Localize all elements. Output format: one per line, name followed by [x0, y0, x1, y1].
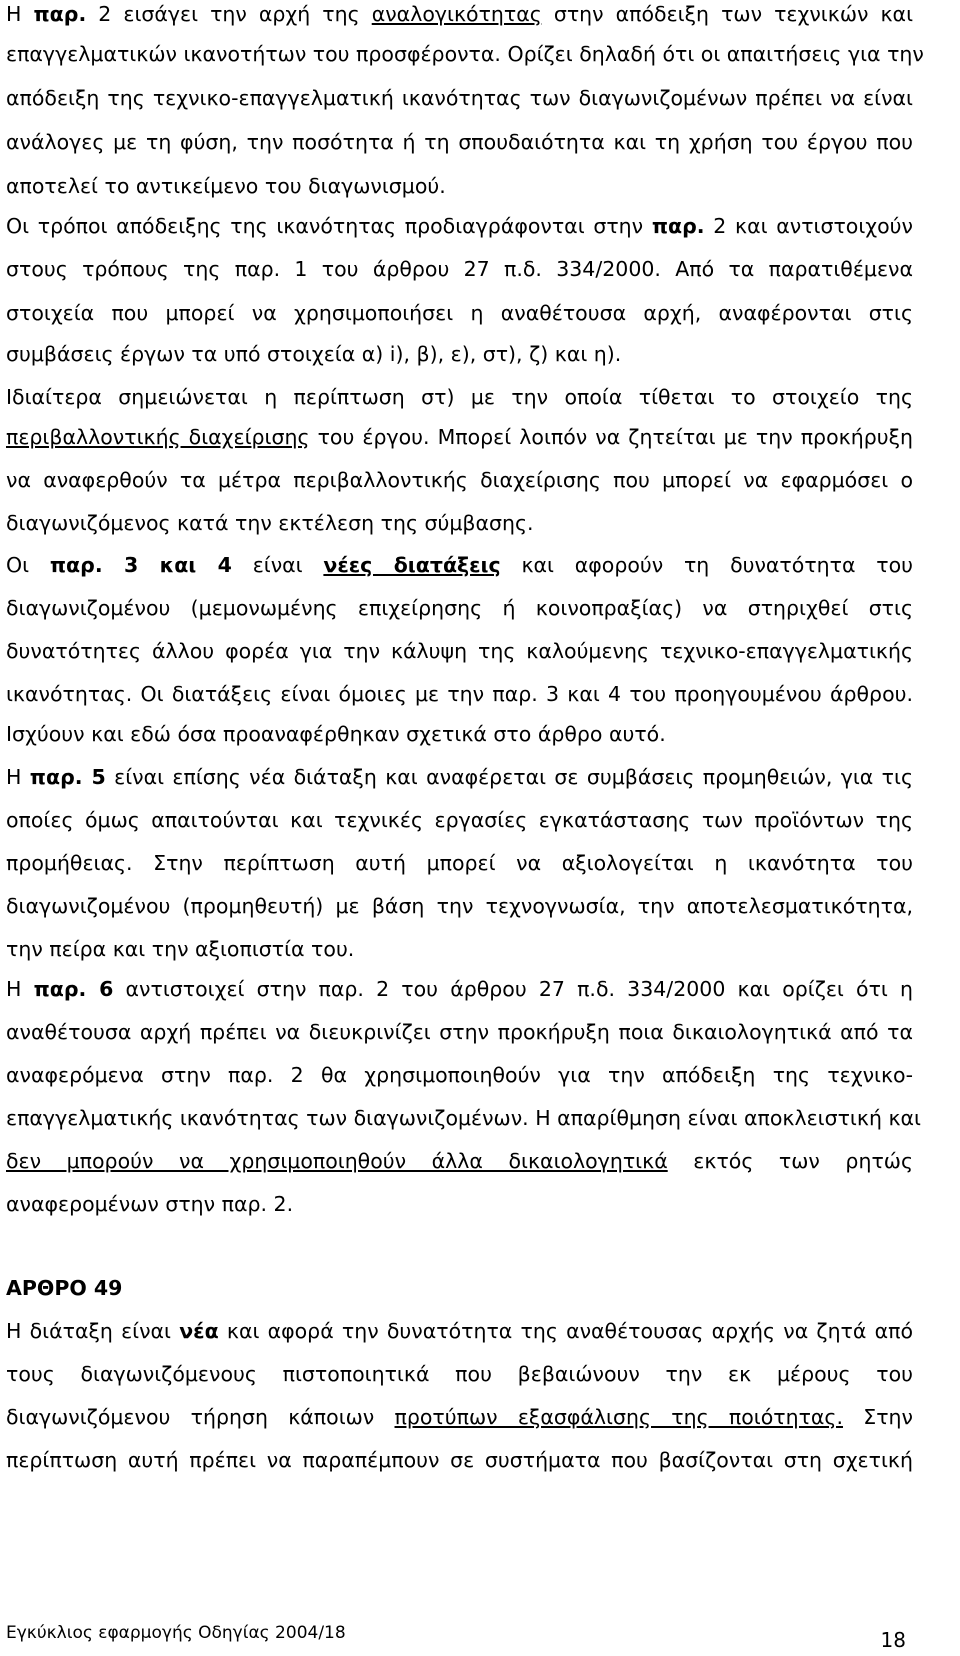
text-run: Στην [842, 1405, 913, 1429]
paragraph-line [6, 2, 913, 26]
text-run: και αφορούν τη δυνατότητα του [500, 553, 914, 577]
bold-text: παρ. 5 [29, 765, 106, 789]
text-run: είναι επίσης νέα διάταξη και αναφέρεται σε συμβάσεις προμηθειών, για τις [105, 765, 913, 789]
paragraph-line [6, 1405, 913, 1429]
page-number: 18 [880, 1628, 906, 1652]
paragraph-line [6, 765, 913, 789]
text-run: Η [6, 2, 34, 26]
text-run: Οι τρόποι απόδειξης της ικανότητας προδιαγράφονται στην [6, 214, 652, 238]
paragraph-line: περίπτωση αυτή πρέπει να παραπέμπουν σε συστήματα που βασίζονται στη σχετική [6, 1448, 913, 1472]
paragraph-line [6, 1319, 913, 1343]
paragraph-line [6, 553, 913, 577]
bold-text: παρ. [49, 553, 103, 577]
paragraph-line: αναθέτουσα αρχή πρέπει να διευκρινίζει στην προκήρυξη ποια δικαιολογητικά από τα [6, 1020, 913, 1044]
page-footer-text: Εγκύκλιος εφαρμογής Οδηγίας 2004/18 [6, 1623, 346, 1643]
text-run: αντιστοιχεί στην παρ. 2 του άρθρου 27 π.δ. 334/2000 και ορίζει ότι η [113, 977, 913, 1001]
paragraph-line: απόδειξη της τεχνικο-επαγγελματική ικανότητας των διαγωνιζομένων πρέπει να είναι [6, 86, 913, 110]
paragraph-line: τους διαγωνιζόμενους πιστοποιητικά που βεβαιώνουν την εκ μέρους του [6, 1362, 913, 1386]
paragraph-line: στους τρόπους της παρ. 1 του άρθρου 27 π.δ. 334/2000. Από τα παρατιθέμενα [6, 257, 913, 281]
paragraph-line [6, 1149, 913, 1173]
paragraph-line: την πείρα και την αξιοπιστία του. [6, 937, 355, 961]
paragraph-line: συμβάσεις έργων τα υπό στοιχεία α) i), β), ε), στ), ζ) και η). [6, 342, 622, 366]
text-run: Η [6, 765, 30, 789]
bold-text: νέα [179, 1319, 219, 1343]
paragraph-line: οποίες όμως απαιτούνται και τεχνικές εργασίες εγκατάστασης των προϊόντων της [6, 808, 913, 832]
paragraph-line: επαγγελματικών ικανοτήτων του προσφέροντα. Ορίζει δηλαδή ότι οι απαιτήσεις για την [6, 42, 924, 66]
bold-text: παρ. 6 [33, 977, 114, 1001]
text-run: Οι [6, 553, 50, 577]
paragraph-line: να αναφερθούν τα μέτρα περιβαλλοντικής διαχείρισης που μπορεί να εφαρμόσει ο [6, 468, 913, 492]
bold-text: παρ. [33, 2, 87, 26]
text-run: 2 εισάγει την αρχή της [86, 2, 372, 26]
paragraph-line: προμήθειας. Στην περίπτωση αυτή μπορεί να αξιολογείται η ικανότητα του [6, 851, 913, 875]
paragraph-line: στοιχεία που μπορεί να χρησιμοποιήσει η αναθέτουσα αρχή, αναφέρονται στις [6, 301, 913, 325]
paragraph-line [6, 214, 913, 238]
paragraph-line: διαγωνιζομένου (προμηθευτή) με βάση την τεχνογνωσία, την αποτελεσματικότητα, [6, 894, 913, 918]
paragraph-line: δυνατότητες άλλου φορέα για την κάλυψη της καλούμενης τεχνικο-επαγγελματικής [6, 639, 913, 663]
bold-text: παρ. [651, 214, 705, 238]
paragraph-line [6, 977, 913, 1001]
underlined-text: αναλογικότητας [371, 2, 542, 26]
paragraph-line: διαγωνιζομένου (μεμονωμένης επιχείρησης ή κοινοπραξίας) να στηριχθεί στις [6, 596, 913, 620]
underlined-text: δεν μπορούν να χρησιμοποιηθούν άλλα δικαιολογητικά [6, 1149, 668, 1173]
text-run: διαγωνιζόμενου τήρηση κάποιων [6, 1405, 395, 1429]
paragraph-line: αναφερόμενα στην παρ. 2 θα χρησιμοποιηθούν για την απόδειξη της τεχνικο- [6, 1063, 913, 1087]
article-heading: ΑΡΘΡΟ 49 [6, 1276, 123, 1300]
paragraph-line: αναφερομένων στην παρ. 2. [6, 1192, 294, 1216]
text-run: 2 και αντιστοιχούν [704, 214, 913, 238]
paragraph-line: Ιδιαίτερα σημειώνεται η περίπτωση στ) με την οποία τίθεται το στοιχείο της [6, 385, 913, 409]
paragraph-line [6, 425, 913, 449]
text-run: είναι [231, 553, 324, 577]
underlined-text: περιβαλλοντικής διαχείρισης [6, 425, 310, 449]
paragraph-line: επαγγελματικής ικανότητας των διαγωνιζομένων. Η απαρίθμηση είναι αποκλειστική και [6, 1106, 921, 1130]
paragraph-line: ικανότητας. Οι διατάξεις είναι όμοιες με την παρ. 3 και 4 του προηγουμένου άρθρου. [6, 682, 913, 706]
text-run: εκτός των ρητώς [667, 1149, 913, 1173]
paragraph-line: αποτελεί το αντικείμενο του διαγωνισμού. [6, 174, 446, 198]
bold-underlined-text: νέες διατάξεις [323, 553, 501, 577]
text-run: Η διάταξη είναι [6, 1319, 180, 1343]
underlined-text: προτύπων εξασφάλισης της ποιότητας. [394, 1405, 843, 1429]
paragraph-line: Ισχύουν και εδώ όσα προαναφέρθηκαν σχετικά στο άρθρο αυτό. [6, 722, 666, 746]
bold-text: 3 και 4 [102, 553, 232, 577]
text-run: του έργου. Μπορεί λοιπόν να ζητείται με την προκήρυξη [309, 425, 913, 449]
paragraph-line: ανάλογες με τη φύση, την ποσότητα ή τη σπουδαιότητα και τη χρήση του έργου που [6, 130, 913, 154]
text-run: στην απόδειξη των τεχνικών και [541, 2, 914, 26]
paragraph-line: διαγωνιζόμενος κατά την εκτέλεση της σύμβασης. [6, 511, 534, 535]
text-run: Η [6, 977, 34, 1001]
text-run: και αφορά την δυνατότητα της αναθέτουσας αρχής να ζητά από [218, 1319, 914, 1343]
